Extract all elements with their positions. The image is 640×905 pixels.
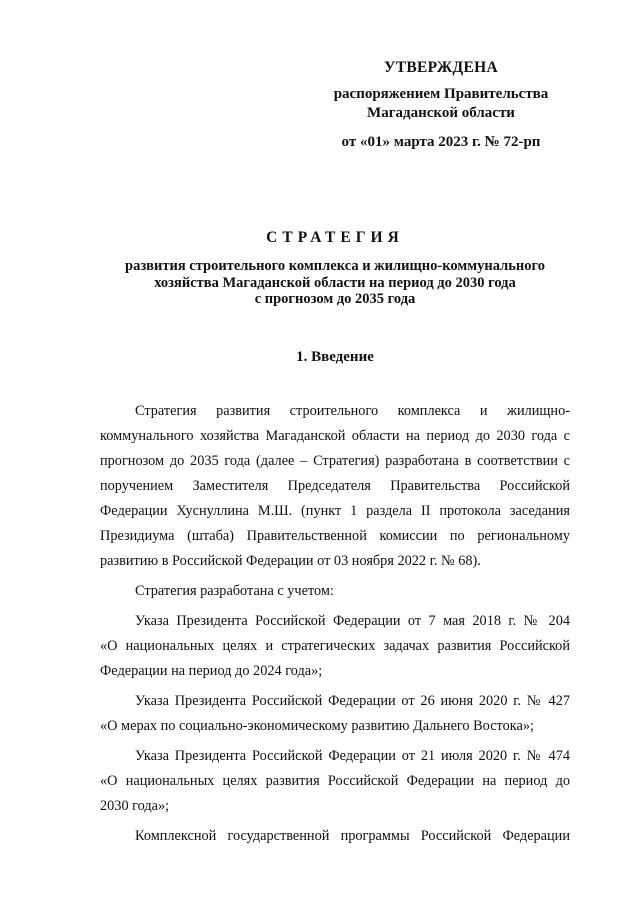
body-text: [100, 399, 570, 849]
subtitle-line-1: развития строительного комплекса и жилищно-коммунального: [125, 258, 545, 274]
approval-line-2: Магаданской области: [367, 105, 515, 121]
body-line-15: «О национальных целях развития Российской Федерации на период до: [100, 773, 570, 789]
body-line-6: Президиума (штаба) Правительственной комиссии по региональному: [100, 528, 570, 544]
subtitle-line-3: с прогнозом до 2035 года: [254, 291, 416, 307]
body-line-17: Комплексной государственной программы Российской Федерации: [135, 828, 570, 844]
body-line-4: поручением Заместителя Председателя Правительства Российской: [100, 478, 570, 494]
body-line-12: Указа Президента Российской Федерации от 26 июня 2020 г. № 427: [135, 693, 570, 709]
body-line-3: прогнозом до 2035 года (далее – Стратегия) разработана в соответствии с: [100, 453, 570, 469]
body-line-5: Федерации Хуснуллина М.Ш. (пункт 1 раздела II протокола заседания: [100, 503, 570, 519]
document-subtitle: [100, 258, 570, 308]
body-line-13: «О мерах по социально-экономическому развитию Дальнего Востока»;: [100, 718, 534, 734]
body-line-1: Стратегия развития строительного комплекса и жилищно-: [135, 403, 570, 419]
body-line-10: «О национальных целях и стратегических задачах развития Российской: [100, 638, 570, 654]
body-line-8: Стратегия разработана с учетом:: [135, 583, 334, 599]
body-line-2: коммунального хозяйства Магаданской области на период до 2030 года с: [100, 428, 570, 444]
body-line-14: Указа Президента Российской Федерации от 21 июля 2020 г. № 474: [135, 748, 570, 764]
body-line-16: 2030 года»;: [100, 798, 170, 814]
approval-line-1: распоряжением Правительства: [333, 86, 549, 102]
document-title: СТРАТЕГИЯ: [266, 229, 404, 246]
subtitle-line-2: хозяйства Магаданской области на период до 2030 года: [154, 274, 516, 291]
body-line-7: развитию в Российской Федерации от 03 ноября 2022 г. № 68).: [100, 553, 481, 569]
section-heading: 1. Введение: [296, 349, 374, 365]
approval-date: от «01» марта 2023 г. № 72-рп: [341, 134, 541, 150]
approval-title: УТВЕРЖДЕНА: [384, 59, 498, 76]
body-line-11: Федерации на период до 2024 года»;: [100, 663, 323, 679]
body-line-9: Указа Президента Российской Федерации от 7 мая 2018 г. № 204: [135, 613, 570, 629]
approval-stamp: [316, 58, 566, 152]
